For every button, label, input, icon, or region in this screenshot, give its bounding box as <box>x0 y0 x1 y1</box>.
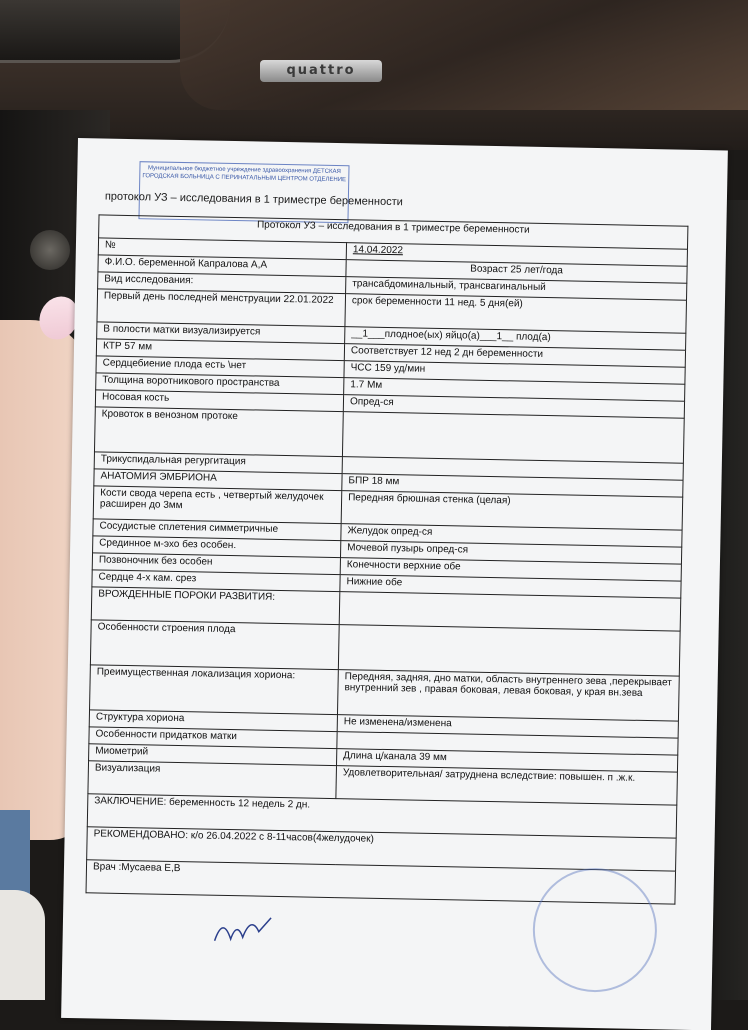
row-value: ЧСС 159 уд/мин <box>344 361 685 385</box>
row-label: Особенности придатков матки <box>89 727 337 749</box>
row-value: 14.04.2022 <box>346 243 687 267</box>
pre-title: протокол УЗ – исследования в 1 триместре беременности <box>104 190 403 209</box>
conclusion: ЗАКЛЮЧЕНИЕ: беременность 12 недель 2 дн. <box>87 794 677 838</box>
row-label: В полости матки визуализируется <box>97 322 345 344</box>
row-label: Кровоток в венозном протоке <box>94 407 343 457</box>
row-value: __1___плодное(ых) яйцо(а)___1__ плод(а) <box>345 327 686 351</box>
row-label: Сердцебиение плода есть \нет <box>96 356 344 378</box>
row-value: Удовлетворительная/ затруднена вследствие: повышен. п .ж.к. <box>336 766 678 806</box>
protocol-table <box>86 214 689 904</box>
doctor-name: Врач :Мусаева Е,В <box>86 860 676 904</box>
row-value: Длина ц/канала 39 мм <box>336 749 677 773</box>
row-label: Трикуспидальная регургитация <box>94 452 342 474</box>
row-value: трансабдоминальный, трансвагинальный <box>346 277 687 301</box>
row-label: № <box>98 238 346 260</box>
row-value: срок беременности 11 нед. 5 дня(ей) <box>345 294 687 334</box>
row-value: Передняя, задняя, дно матки, область внутреннего зева ,перекрывает внутренний зев , правая боковая, левая боковая, у края вн.зева <box>337 670 679 722</box>
console-knob <box>30 230 70 270</box>
row-value: Передняя брюшная стенка (целая) <box>341 491 683 531</box>
ultrasound-protocol-sheet <box>61 138 728 1030</box>
row-label: АНАТОМИЯ ЭМБРИОНА <box>94 469 342 491</box>
row-value: Соответствует 12 нед 2 дн беременности <box>344 344 685 368</box>
row-label: Позвоночник без особен <box>92 553 340 575</box>
row-label: КТР 57 мм <box>96 339 344 361</box>
row-label: Сосудистые сплетения симметричные <box>93 519 341 541</box>
row-label: Первый день последней менструации 22.01.2022 <box>97 289 346 327</box>
car-badge: quattro <box>260 60 382 82</box>
wood-trim <box>180 0 748 110</box>
recommendation: РЕКОМЕНДОВАНО: к/о 26.04.2022 с 8-11часов(4желудочек) <box>87 827 677 871</box>
row-value: Конечности верхние обе <box>340 558 681 582</box>
row-label: Миометрий <box>89 744 337 766</box>
row-label: Структура хориона <box>89 710 337 732</box>
round-stamp <box>532 867 658 993</box>
row-value: Мочевой пузырь опред-ся <box>340 541 681 565</box>
row-label: Визуализация <box>88 761 337 799</box>
fur-coat <box>0 890 45 1000</box>
row-label: Кости свода черепа есть , четвертый желудочек расширен до 3мм <box>93 486 342 524</box>
row-label: Вид исследования: <box>98 272 346 294</box>
row-label: Носовая кость <box>95 390 343 412</box>
doctor-signature <box>212 911 273 952</box>
row-label: Особенности строения плода <box>90 620 339 670</box>
row-label: Ф.И.О. беременной Капралова А,А <box>98 255 346 277</box>
row-value: Не изменена/изменена <box>337 715 678 739</box>
jeans-sleeve <box>0 810 30 900</box>
row-value <box>342 412 684 464</box>
hospital-stamp: Муниципальное бюджетное учреждение здравоохранения ДЕТСКАЯ ГОРОДСКАЯ БОЛЬНИЦА С ПЕРИНАТАЛЬНЫМ ЦЕНТРОМ ОТДЕЛЕНИЕ <box>138 161 349 223</box>
row-value: 1.7 Мм <box>344 378 685 402</box>
row-label: Толщина воротникового пространства <box>96 373 344 395</box>
row-value: Возраст 25 лет/года <box>346 260 687 284</box>
row-value: Опред-ся <box>343 395 684 419</box>
row-value: БПР 18 мм <box>342 474 683 498</box>
row-label: Сердце 4-х кам. срез <box>92 570 340 592</box>
row-value: Желудок опред-ся <box>341 524 682 548</box>
row-label: Срединное м-эхо без особен. <box>93 536 341 558</box>
row-label: Преимущественная локализация хориона: <box>90 665 339 715</box>
row-value <box>338 625 680 677</box>
protocol-title: Протокол УЗ – исследования в 1 триместре беременности <box>99 215 688 249</box>
row-value: Нижние обе <box>340 575 681 599</box>
row-label: ВРОЖДЕННЫЕ ПОРОКИ РАЗВИТИЯ: <box>91 587 340 625</box>
